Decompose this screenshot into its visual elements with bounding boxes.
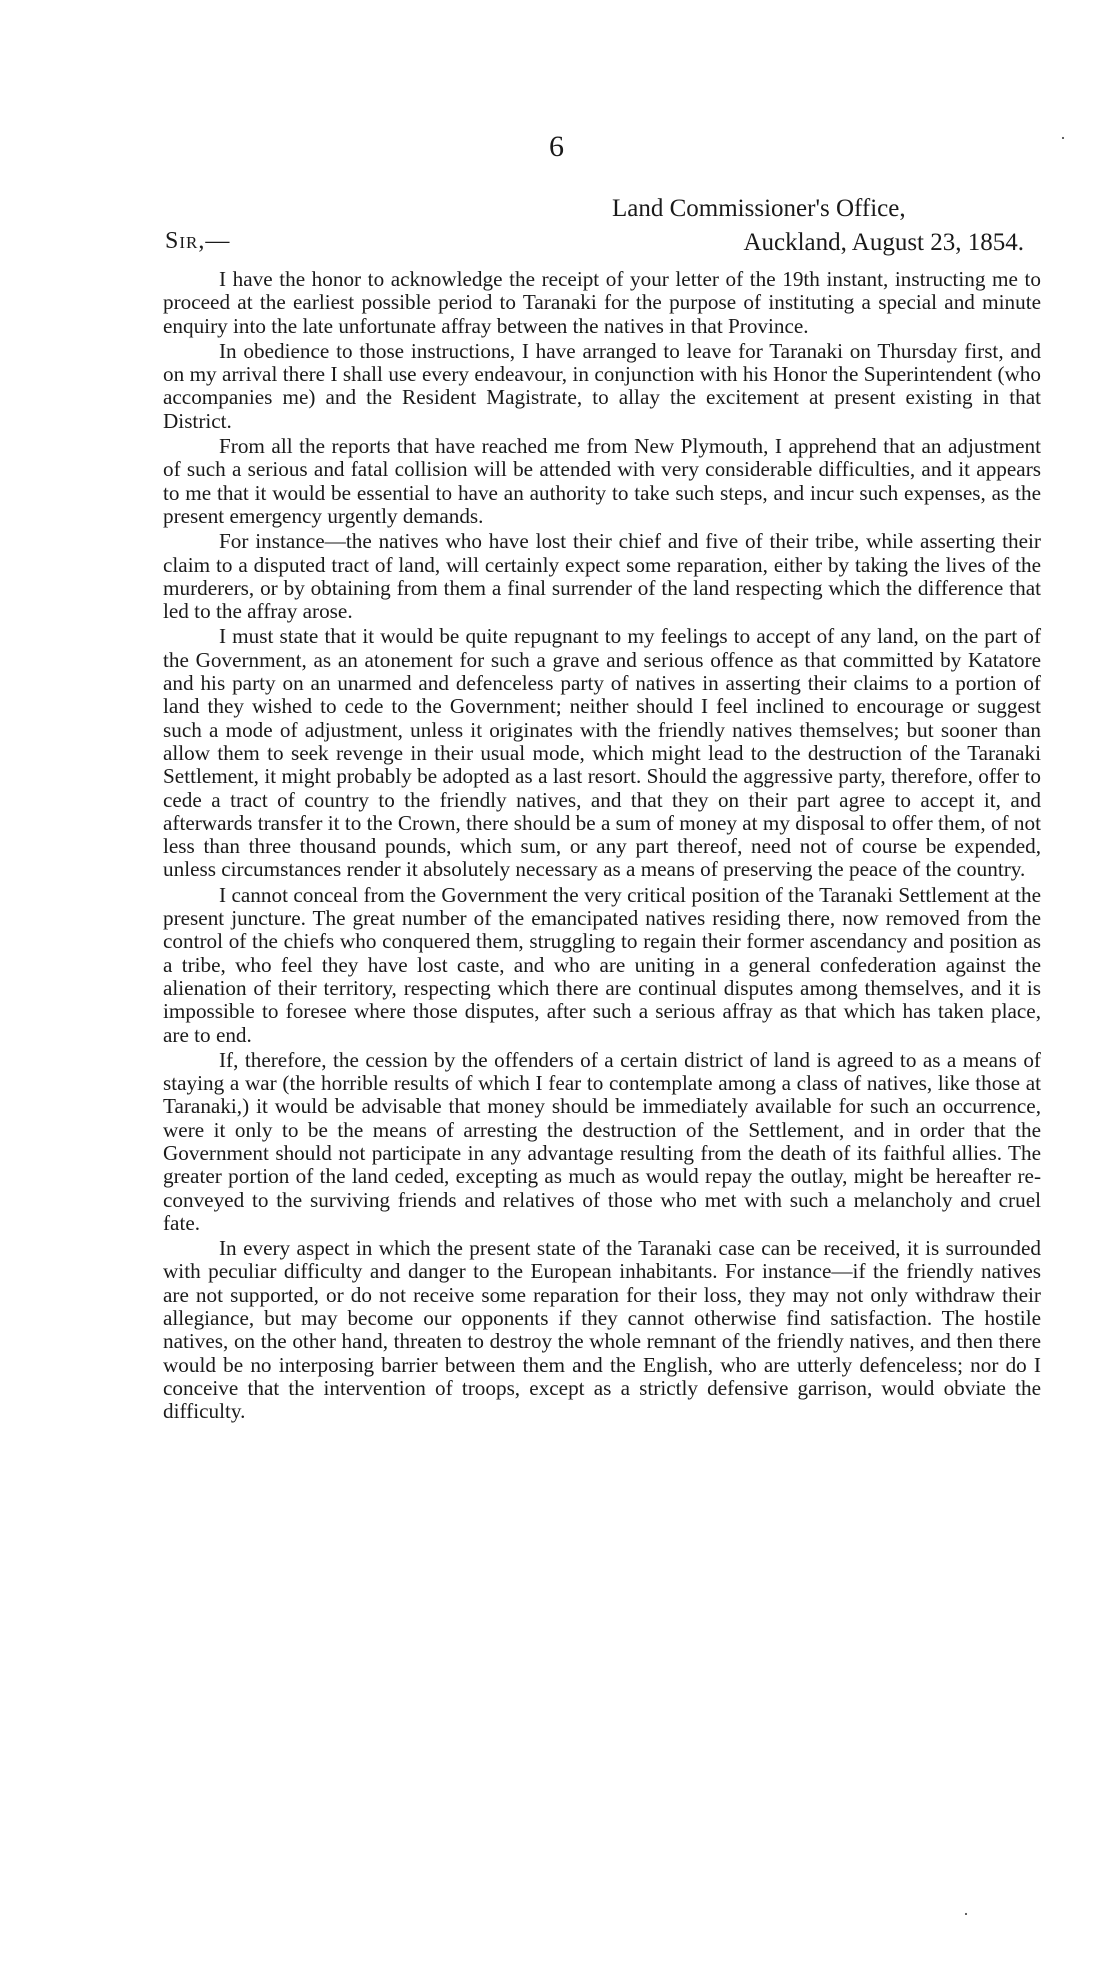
office-line: Land Commissioner's Office, (612, 195, 906, 222)
letter-body (163, 268, 1041, 1424)
paragraph: I have the honor to acknowledge the receipt of your letter of the 19th instant, instructing me to proceed at the earliest possible period to Taranaki for the purpose of instituting a special and minute enquiry into the late unfortunate affray between the natives in that Province. (163, 267, 1041, 338)
margin-speck: · (963, 1904, 969, 1924)
paragraph: I cannot conceal from the Government the very critical position of the Taranaki Settlement at the present juncture. The great number of the emancipated natives residing there, now removed from the control of the chiefs who conquered them, struggling to regain their former ascendancy and position as a tribe, who feel they have lost caste, and who are uniting in a general confederation against the alienation of their territory, respecting which there are continual disputes among themselves, and it is impossible to foresee where those disputes, after such a serious affray as that which has taken place, are to end. (163, 882, 1041, 1047)
paragraph: In every aspect in which the present state of the Taranaki case can be received, it is surrounded with peculiar difficulty and danger to the European inhabitants. For instance—if the friendly natives are not supported, or do not receive some reparation for their loss, they may not only withdraw their allegiance, but may become our opponents if they cannot otherwise find satisfaction. The hostile natives, on the other hand, threaten to destroy the whole remnant of the friendly natives, and then there would be no interposing barrier between them and the English, who are utterly defenceless; nor do I conceive that the intervention of troops, except as a strictly defensive garrison, would obviate the difficulty. (163, 1236, 1041, 1424)
page-number: 6 (549, 130, 565, 163)
letter-heading (564, 192, 1024, 260)
paragraph: If, therefore, the cession by the offenders of a certain district of land is agreed to as a means of staying a war (the horrible results of which I fear to contemplate among a class of natives, like those at Taranaki,) it would be advisable that money should be immediately available for such an occurrence, were it only to be the means of arresting the destruction of the Settlement, and in order that the Government should not participate in any advantage resulting from the death of its faithful allies. The greater portion of the land ceded, excepting as much as would repay the outlay, might be hereafter re-conveyed to the surviving friends and relatives of those who met with such a melancholy and cruel fate. (163, 1047, 1041, 1235)
salutation: Sir,— (165, 228, 231, 254)
paragraph: I must state that it would be quite repugnant to my feelings to accept of any land, on the part of the Government, as an atonement for such a grave and serious offence as that committed by Katatore and his party on an unarmed and defenceless party of natives in asserting their claims to a portion of land they wished to cede to the Government; neither should I feel inclined to encourage or suggest such a mode of adjustment, unless it originates with the friendly natives themselves; but sooner than allow them to seek revenge in their usual mode, which might lead to the destruction of the Taranaki Settlement, it might probably be adopted as a last resort. Should the aggressive party, therefore, offer to cede a tract of country to the friendly natives, and that they on their part agree to accept it, and afterwards transfer it to the Crown, there should be a sum of money at my disposal to offer them, of not less than three thousand pounds, which sum, or any part thereof, need not of course be expended, unless circumstances render it absolutely necessary as a means of preserving the peace of the country. (163, 624, 1041, 882)
place-date-line: Auckland, August 23, 1854. (743, 229, 1024, 256)
paragraph: For instance—the natives who have lost their chief and five of their tribe, while asserting their claim to a disputed tract of land, will certainly expect some reparation, either by taking the lives of the murderers, or by obtaining from them a final surrender of the land respecting which the difference that led to the affray arose. (163, 529, 1041, 624)
paragraph: From all the reports that have reached me from New Plymouth, I apprehend that an adjustment of such a serious and fatal collision will be attended with very considerable difficulties, and it appears to me that it would be essential to have an authority to take such steps, and incur such expenses, as the present emergency urgently demands. (163, 434, 1041, 528)
margin-speck: · (1060, 128, 1066, 148)
paragraph: In obedience to those instructions, I have arranged to leave for Taranaki on Thursday first, and on my arrival there I shall use every endeavour, in conjunction with his Honor the Superintendent (who accompanies me) and the Resident Magistrate, to allay the excitement at present existing in that District. (163, 338, 1041, 433)
